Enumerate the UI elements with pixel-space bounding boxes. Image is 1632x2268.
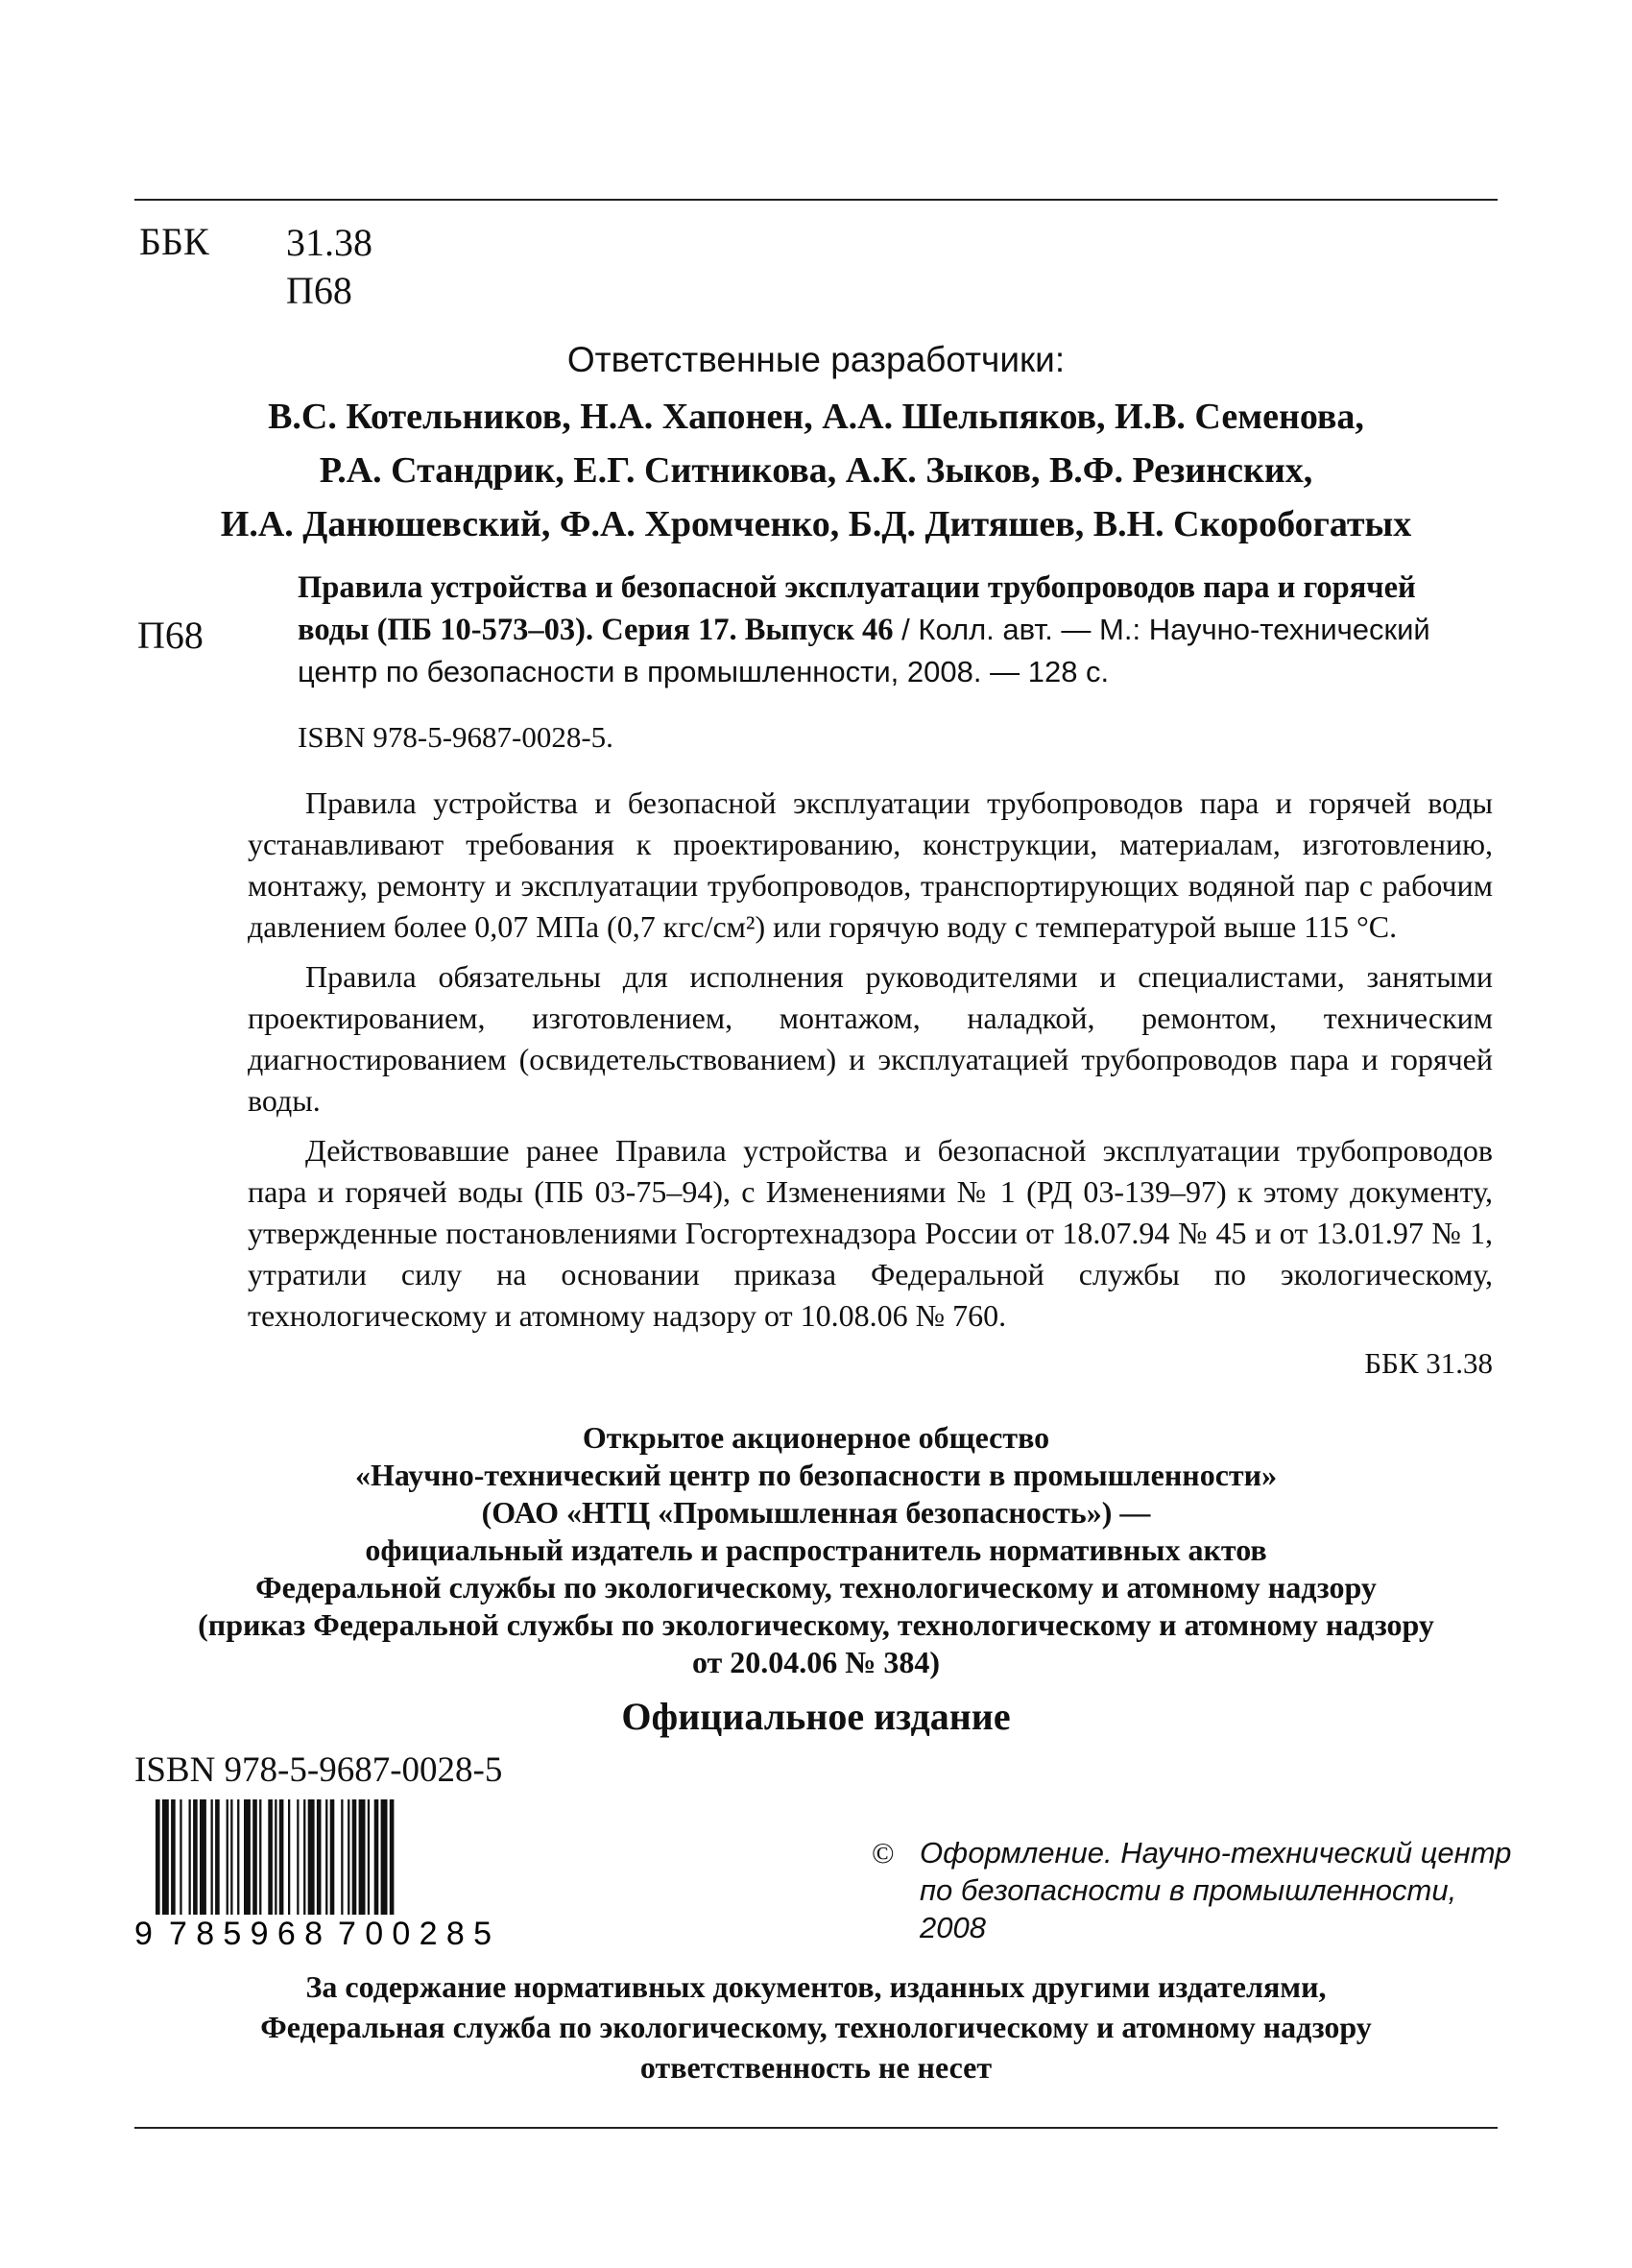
barcode-bar bbox=[348, 1799, 349, 1915]
copyright bbox=[872, 1834, 1511, 1946]
abstract bbox=[248, 783, 1493, 1345]
barcode-bar bbox=[317, 1799, 322, 1915]
publisher-line: «Научно-технический центр по безопасности в промышленности» bbox=[354, 1458, 1278, 1492]
catalog-code: П68 bbox=[137, 614, 204, 657]
barcode-bar bbox=[297, 1799, 299, 1915]
catalog-isbn: ISBN 978-5-9687-0028-5. bbox=[298, 720, 613, 754]
catalog-title: Правила устройства и безопасной эксплуатации трубопроводов пара и горячей воды (ПБ 10-573–03). Серия 17. Выпуск 46 bbox=[298, 570, 1416, 647]
publisher-line: официальный издатель и распространитель нормативных актов bbox=[365, 1532, 1267, 1567]
barcode-bar bbox=[368, 1799, 370, 1915]
barcode-bar bbox=[162, 1799, 169, 1915]
copyright-line: Оформление. Научно-технический центр bbox=[920, 1836, 1512, 1870]
barcode-bar bbox=[381, 1799, 388, 1915]
barcode-bar bbox=[189, 1799, 191, 1915]
disclaimer-line: За содержание нормативных документов, изданных другими издателями, bbox=[305, 1969, 1327, 2004]
barcode-digit-lead: 9 bbox=[134, 1916, 153, 1949]
publisher-line: от 20.04.06 № 384) bbox=[691, 1645, 941, 1679]
barcode-bar bbox=[215, 1799, 220, 1915]
barcode-bar bbox=[288, 1799, 290, 1915]
bottom-rule bbox=[134, 2127, 1498, 2129]
barcode-bar bbox=[308, 1799, 315, 1915]
authors-list bbox=[0, 390, 1632, 551]
disclaimer bbox=[0, 1966, 1632, 2087]
copyright-symbol: © bbox=[872, 1836, 895, 1870]
barcode-bar bbox=[211, 1799, 213, 1915]
barcode-bar bbox=[259, 1799, 261, 1915]
barcode-bar bbox=[252, 1799, 257, 1915]
barcode-bar bbox=[359, 1799, 366, 1915]
barcode-bar bbox=[200, 1799, 206, 1915]
authors-line: В.С. Котельников, Н.А. Хапонен, А.А. Шельпяков, И.В. Семенова, bbox=[268, 397, 1364, 437]
publisher-line: Федеральной службы по экологическому, технологическому и атомному надзору bbox=[255, 1570, 1377, 1604]
bbk-bottom: ББК 31.38 bbox=[1364, 1346, 1493, 1380]
publisher-line: Открытое акционерное общество bbox=[582, 1420, 1050, 1455]
isbn-label: ISBN 978-5-9687-0028-5 bbox=[134, 1750, 503, 1790]
barcode-bar bbox=[374, 1799, 379, 1915]
barcode-bar bbox=[193, 1799, 198, 1915]
abstract-paragraph: Правила устройства и безопасной эксплуатации трубопроводов пара и горячей воды устанавливают требования к проектированию, конструкции, материалам, изготовлению, монтажу, ремонту и эксплуатации трубопроводов, транспортирующих водяной пар с рабочим давлением более 0,07 МПа (0,7 кгс/см²) или горячую воду с температурой выше 115 °С. bbox=[248, 785, 1493, 944]
isbn-barcode bbox=[134, 1796, 538, 1949]
bbk-label: ББК bbox=[139, 220, 209, 263]
bbk-author-mark: П68 bbox=[286, 269, 352, 312]
copyright-line: 2008 bbox=[920, 1911, 986, 1944]
bbk-code-number: 31.38 bbox=[286, 221, 372, 264]
barcode-bar bbox=[352, 1799, 357, 1915]
official-edition: Официальное издание bbox=[621, 1695, 1011, 1738]
authors-line: Р.А. Стандрик, Е.Г. Ситникова, А.К. Зыков, В.Ф. Резинских, bbox=[319, 450, 1313, 491]
abstract-paragraph: Действовавшие ранее Правила устройства и безопасной эксплуатации трубопроводов пара и горячей воды (ПБ 03-75–94), с Изменениями № 1 (РД 03-139–97) к этому документу, утвержденные постановлениями Госгортехнадзора России от 18.07.94 № 45 и от 13.01.97 № 1, утратили силу на основании приказа Федеральной службы по экологическому, технологическому и атомному надзору от 10.08.06 № 760. bbox=[248, 1133, 1493, 1333]
barcode-digits-right: 700285 bbox=[338, 1916, 492, 1949]
barcode-bar bbox=[230, 1799, 232, 1915]
barcode-bar bbox=[244, 1799, 251, 1915]
barcode-bar bbox=[279, 1799, 284, 1915]
barcode-digits-left: 785968 bbox=[169, 1916, 323, 1949]
disclaimer-line: Федеральная служба по экологическому, технологическому и атомному надзору bbox=[260, 2010, 1372, 2044]
barcode-bar bbox=[390, 1799, 395, 1915]
catalog-imprint: / Колл. авт. — М.: Научно-технический центр по безопасности в промышленности, 2008. — 128 с. bbox=[298, 613, 1430, 688]
catalog-description bbox=[298, 567, 1493, 693]
responsible-title: Ответственные разработчики: bbox=[566, 340, 1066, 379]
disclaimer-line: ответственность не несет bbox=[639, 2050, 993, 2085]
copyright-line: по безопасности в промышленности, bbox=[920, 1873, 1457, 1907]
barcode-bar bbox=[330, 1799, 335, 1915]
abstract-paragraph: Правила обязательны для исполнения руководителями и специалистами, занятыми проектированием, изготовлением, монтажом, наладкой, ремонтом, техническим диагностированием (освидетельствованием) и эксплуатацией трубопроводов пара и горячей воды. bbox=[248, 959, 1493, 1118]
authors-line: И.А. Данюшевский, Ф.А. Хромченко, Б.Д. Дитяшев, В.Н. Скоробогатых bbox=[220, 504, 1412, 544]
barcode-bar bbox=[268, 1799, 273, 1915]
barcode-bar bbox=[341, 1799, 343, 1915]
publisher-line: (ОАО «НТЦ «Промышленная безопасность») — bbox=[481, 1495, 1151, 1530]
top-rule bbox=[134, 199, 1498, 201]
publisher-block bbox=[0, 1419, 1632, 1681]
barcode-bar bbox=[303, 1799, 305, 1915]
barcode-bar bbox=[156, 1799, 160, 1915]
barcode-bar bbox=[275, 1799, 276, 1915]
barcode-bar bbox=[227, 1799, 228, 1915]
barcode-bar bbox=[171, 1799, 176, 1915]
barcode-bar bbox=[325, 1799, 327, 1915]
barcode-bar bbox=[237, 1799, 239, 1915]
bbk-codes bbox=[286, 219, 372, 315]
barcode-bar bbox=[180, 1799, 181, 1915]
publisher-line: (приказ Федеральной службы по экологическому, технологическому и атомному надзору bbox=[198, 1607, 1434, 1642]
